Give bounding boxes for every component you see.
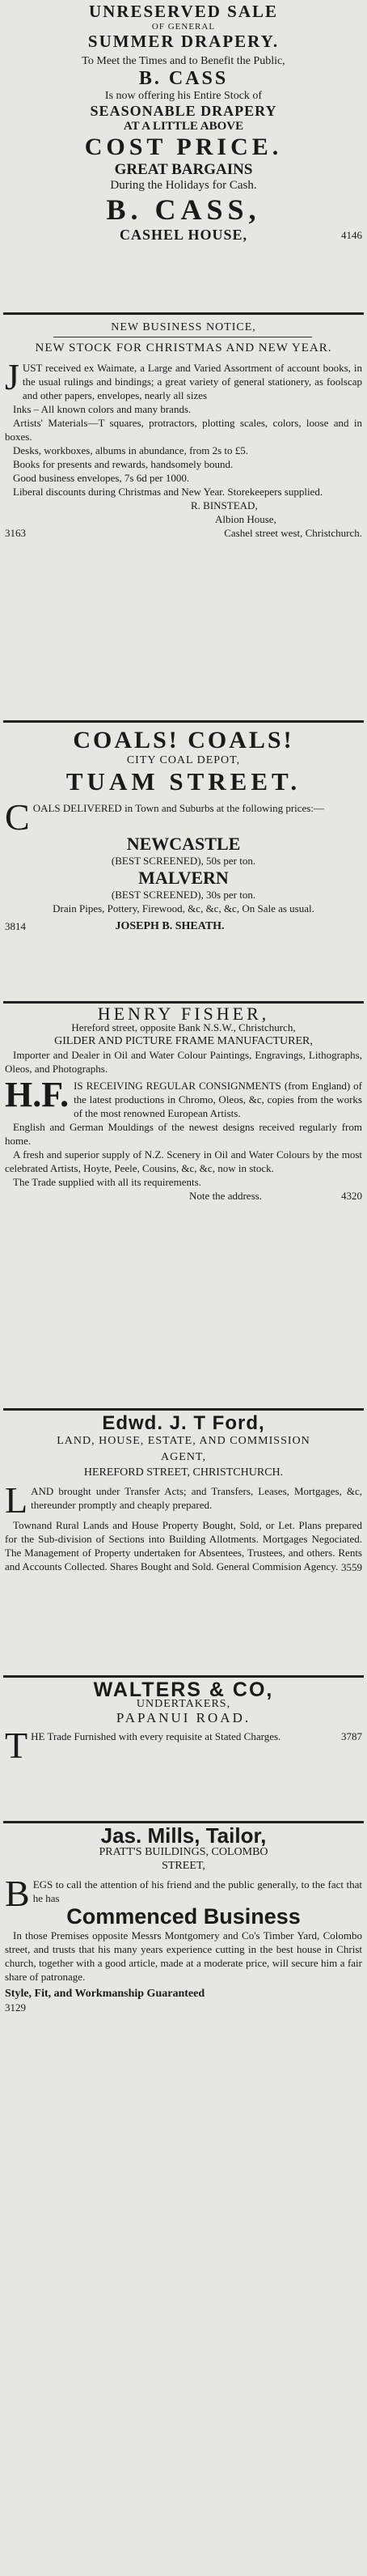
ad2-signature: R. BINSTEAD, — [191, 499, 258, 511]
ad3-newcastle-price: (BEST SCREENED), 50s per ton. — [111, 855, 256, 867]
ad-cass — [0, 2, 367, 242]
ad2-address: Cashel street west, Christchurch. — [224, 527, 362, 539]
ad6-ref: 3787 — [341, 1730, 362, 1742]
ad3-headline: COALS! COALS! — [73, 727, 294, 753]
ad1-ref: 4146 — [341, 229, 362, 241]
ad1-line1: To Meet the Times and to Benefit the Public, — [82, 55, 285, 67]
ad3-malvern: MALVERN — [138, 868, 229, 888]
ad4-name: HENRY FISHER, — [97, 1004, 270, 1024]
ad2-body4: Desks, workboxes, albums in abundance, from 2s to £5. — [13, 444, 249, 456]
ad5-body1: AND brought under Transfer Acts; and Transfers, Leases, Mortgages, &c, thereunder promptly and cheaply prepared. — [31, 1485, 362, 1511]
ad3-ref: 3814 — [5, 920, 26, 932]
ad2-headline: NEW STOCK FOR CHRISTMAS AND NEW YEAR. — [35, 342, 332, 354]
ad1-cost-price: COST PRICE. — [84, 134, 283, 160]
ad5-ref: 3559 — [341, 1561, 362, 1573]
ad4-body4: The Trade supplied with all its requirements. — [13, 1176, 201, 1188]
ad1-headline: UNRESERVED SALE — [88, 2, 279, 21]
ad2-body7: Liberal discounts during Christmas and New Year. Storekeepers supplied. — [13, 486, 323, 498]
ad3-depot: CITY COAL DEPOT, — [126, 754, 241, 766]
rule-1 — [3, 312, 364, 315]
ad1-line2: Is now offering his Entire Stock of — [104, 90, 263, 102]
ad1-holidays: During the Holidays for Cash. — [110, 179, 257, 192]
ad4-hf: H.F. — [5, 1075, 70, 1114]
ad4-trade: GILDER AND PICTURE FRAME MANUFACTURER, — [54, 1035, 313, 1047]
ad3-drain: Drain Pipes, Pottery, Firewood, &c, &c, &c, On Sale as usual. — [53, 902, 314, 915]
ad1-seasonable: SEASONABLE DRAPERY — [90, 103, 277, 119]
ad3-newcastle: NEWCASTLE — [126, 834, 241, 854]
ad7-body2: In those Premises opposite Messrs Montgomery and Co's Timber Yard, Colombo street, and trusts that his many years experience cutting in the best house in Christ church, together with a good article, made at a moderate price, will secure him a fair share of patronage. — [5, 1929, 362, 1983]
ad2-dropcap: J — [5, 356, 19, 397]
ad2-house: Albion House, — [215, 513, 276, 525]
ad4-ref: 4320 — [340, 1190, 362, 1202]
ad7-dropcap: B — [5, 1873, 30, 1914]
ad2-body6: Good business envelopes, 7s 6d per 1000. — [13, 472, 190, 484]
ad7-ref: 3129 — [5, 2001, 26, 2014]
ad2-ref: 3163 — [5, 527, 26, 539]
ad1-house: CASHEL HOUSE, — [119, 227, 248, 243]
ad6-body: HE Trade Furnished with every requisite at Stated Charges. — [31, 1730, 281, 1742]
rule-2 — [3, 720, 364, 723]
ad5-body2: Townand Rural Lands and House Property Bought, Sold, or Let. Plans prepared for the Sub-division of Sections into Building Allotments. Mortgages Negociated. The Management of Property undertaken for Absentees, Trustees, and others. Rents and Accounts Collected. Shares Bought and Sold. General Commision Agency. — [5, 1519, 362, 1572]
ad6-name: WALTERS & CO, — [93, 1678, 274, 1701]
ad4-address: Hereford street, opposite Bank N.S.W., Christchurch, — [71, 1021, 296, 1033]
ad5-dropcap: L — [5, 1479, 28, 1521]
ad2-body3: Artists' Materials—T squares, protractors, plotting scales, colors, loose and in boxes. — [5, 417, 362, 443]
ad2-body1: UST received ex Waimate, a Large and Varied Assortment of account books, in the usual rulings and bindings; a great variety of general stationery, as foolscap and other papers, envelopes, nearly all sizes — [22, 362, 362, 401]
rule-4 — [3, 1408, 364, 1411]
ad4-body3: A fresh and superior supply of N.Z. Scenery in Oil and Water Colours by the most celebrated Artists, Hoyte, Peele, Cousins, &c, &c, now in stock. — [5, 1148, 362, 1174]
rule-5 — [3, 1675, 364, 1678]
ad3-street: TUAM STREET. — [65, 767, 302, 796]
ad1-at-little: AT A LITTLE ABOVE — [123, 120, 244, 133]
ad1-of-general: OF GENERAL — [151, 22, 216, 32]
ad6-address: PAPANUI ROAD. — [116, 1710, 251, 1725]
ad7-address2: STREET, — [162, 1860, 205, 1872]
ad1-name-big: B. CASS, — [106, 193, 261, 226]
ad7-body1: EGS to call the attention of his friend and the public generally, to the fact that he has — [32, 1878, 362, 1904]
ad4-body2: English and German Mouldings of the newest designs received regularly from home. — [5, 1121, 362, 1147]
ad7-name: Jas. Mills, Tailor, — [100, 1823, 267, 1848]
ad-ford — [0, 1412, 367, 1574]
ad5-name: Edwd. J. T Ford, — [102, 1412, 265, 1434]
ad6-trade: UNDERTAKERS, — [136, 1698, 231, 1710]
ad3-dropcap: C — [5, 796, 30, 838]
ad3-malvern-price: (BEST SCREENED), 30s per ton. — [111, 889, 256, 901]
ad2-notice: NEW BUSINESS NOTICE, — [111, 321, 256, 333]
ad-mills — [0, 1823, 367, 2014]
ad5-trade: LAND, HOUSE, ESTATE, AND COMMISSION AGENT, — [57, 1435, 310, 1463]
ad5-address: HEREFORD STREET, CHRISTCHURCH. — [83, 1466, 284, 1479]
ad-walters — [0, 1678, 367, 1766]
ad1-great-bargains: GREAT BARGAINS — [114, 161, 253, 178]
ad7-address1: PRATT'S BUILDINGS, COLOMBO — [99, 1846, 268, 1858]
ad3-signature: JOSEPH B. SHEATH. — [115, 920, 225, 932]
ad4-body1: Importer and Dealer in Oil and Water Colour Paintings, Engravings, Lithographs, Oleos, and Photographs. — [5, 1049, 362, 1075]
ad1-summer-drapery: SUMMER DRAPERY. — [87, 32, 280, 51]
ad1-name: B. CASS — [138, 68, 229, 89]
ad4-note: Note the address. — [189, 1190, 262, 1202]
ad3-intro: OALS DELIVERED in Town and Suburbs at the following prices:— — [32, 802, 324, 814]
ad4-receiving: IS RECEIVING REGULAR CONSIGNMENTS (from England) of the latest productions in Chromo, Oleos, &c, copies from the works of the most renowned European Artists. — [74, 1080, 362, 1119]
ad7-closing: Style, Fit, and Workmanship Guaranteed — [5, 1988, 205, 2000]
ad-binstead — [0, 320, 367, 540]
ad2-body2: Inks – All known colors and many brands. — [13, 403, 192, 415]
ad-fisher — [0, 1004, 367, 1203]
ad-coals — [0, 727, 367, 933]
ad7-commenced: Commenced Business — [66, 1904, 301, 1929]
ad2-body5: Books for presents and rewards, handsomely bound. — [13, 458, 234, 470]
ad6-dropcap: T — [5, 1725, 28, 1766]
